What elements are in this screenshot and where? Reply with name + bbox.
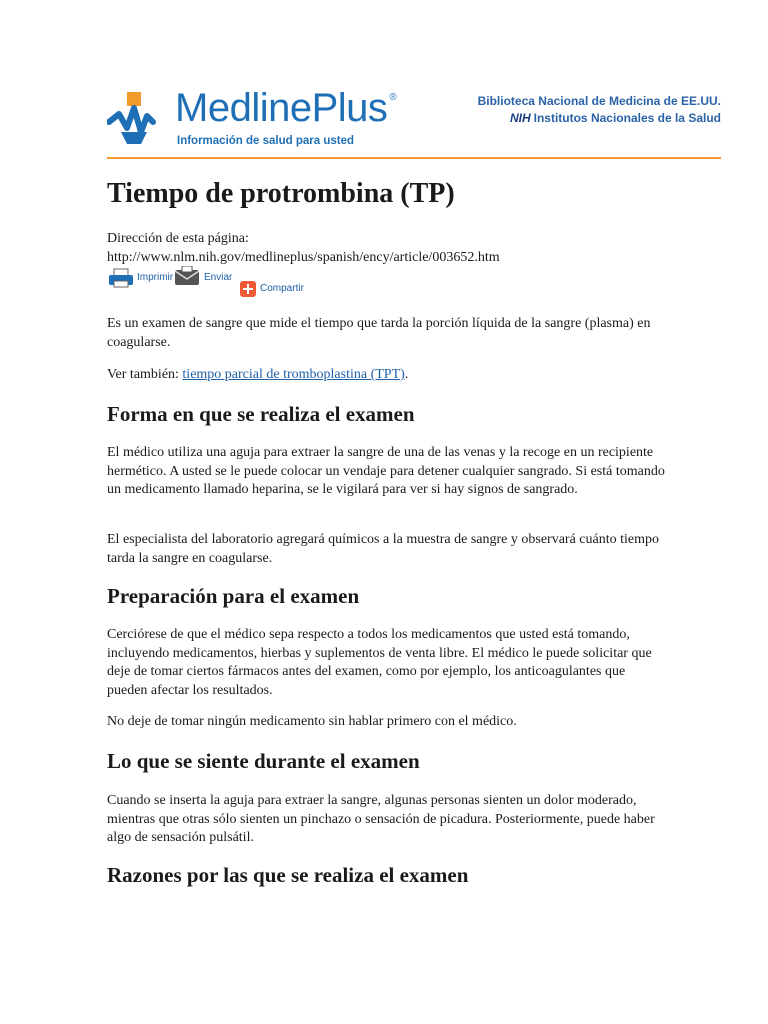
page-address: [107, 230, 667, 267]
share-link[interactable]: Compartir: [260, 283, 304, 294]
section-paragraph: Cuando se inserta la aguja para extraer la sangre, algunas personas sienten un dolor moderado, mientras que otras sólo sienten un pinchazo o sensación de picadura. Posteriormente, puede haber algo de sensación pulsátil.: [107, 793, 655, 845]
section-heading: Preparación para el examen: [107, 584, 360, 608]
section-paragraph: No deje de tomar ningún medicamento sin hablar primero con el médico.: [107, 714, 517, 729]
nih-abbr: NIH: [509, 111, 531, 125]
section-heading: Lo que se siente durante el examen: [107, 749, 420, 773]
brand-tagline: Información de salud para usted: [177, 135, 355, 147]
medlineplus-logo[interactable]: [107, 88, 407, 150]
nlm-nih-banner[interactable]: [478, 93, 721, 127]
address-label: Dirección de esta página:: [107, 231, 249, 246]
print-icon[interactable]: [108, 268, 134, 288]
section-paragraph: El especialista del laboratorio agregará químicos a la muestra de sangre y observará cuánto tiempo tarda la sangre en coagularse.: [107, 532, 660, 566]
section-paragraph: Cerciórese de que el médico sepa respecto a todos los medicamentos que usted está tomando, incluyendo medicamentos, hierbas y suplementos de venta libre. El médico le puede solicitar que deje de tomar ciertos fármacos antes del examen, como por ejemplo, los anticoagulantes que pueden afectar los resultados.: [107, 627, 652, 698]
section-paragraph: El médico utiliza una aguja para extraer la sangre de una de las venas y la recoge en un recipiente hermético. A usted se le puede colocar un vendaje para detener cualquier sangrado. Si está tomando un medicamento llamado heparina, se le vigilará para ver si hay signos de sangrado.: [107, 445, 665, 497]
intro-paragraph: Es un examen de sangre que mide el tiempo que tarda la porción líquida de la sangre (plasma) en coagularse.: [107, 316, 651, 350]
section-heading: Razones por las que se realiza el examen: [107, 863, 469, 887]
medlineplus-person-icon: [107, 92, 171, 144]
section-heading: Forma en que se realiza el examen: [107, 402, 415, 426]
brand-name: MedlinePlus ®: [175, 86, 397, 130]
email-link[interactable]: Enviar: [204, 272, 233, 283]
address-url: http://www.nlm.nih.gov/medlineplus/spanish/ency/article/003652.htm: [107, 249, 500, 265]
print-link[interactable]: Imprimir: [137, 272, 174, 283]
page-title: Tiempo de protrombina (TP): [107, 178, 455, 209]
header-divider: [107, 157, 721, 159]
site-header: [107, 88, 721, 160]
nih-line: NIH Institutos Nacionales de la Salud: [509, 111, 721, 125]
see-also: Ver también: tiempo parcial de tromboplastina (TPT).: [107, 367, 409, 382]
share-plus-icon[interactable]: [240, 281, 256, 297]
see-also-link[interactable]: tiempo parcial de tromboplastina (TPT): [182, 367, 405, 382]
nlm-line: Biblioteca Nacional de Medicina de EE.UU.: [477, 94, 721, 108]
email-icon[interactable]: [174, 266, 200, 286]
